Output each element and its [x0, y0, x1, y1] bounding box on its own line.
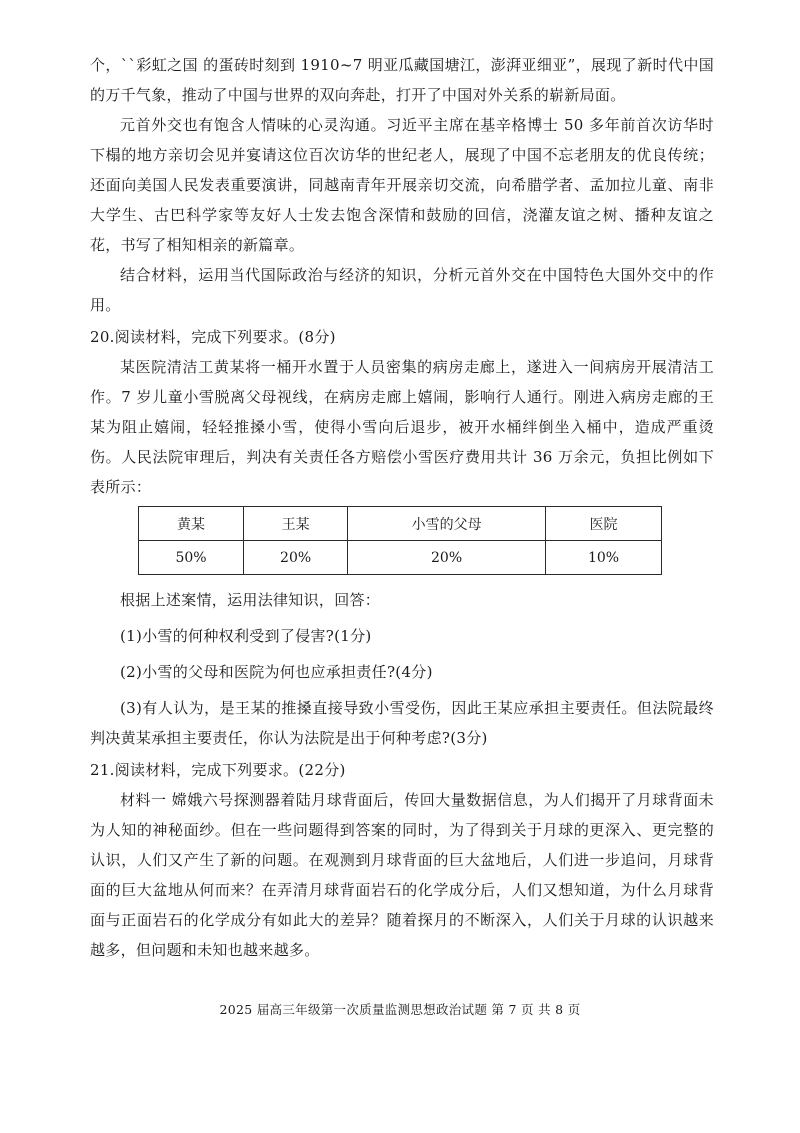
question-20-material: 某医院清洁工黄某将一桶开水置于人员密集的病房走廊上，遂进入一间病房开展清洁工作。7 岁儿童小雪脱离父母视线，在病房走廊上嬉闹，影响行人通行。刚进入病房走廊的王某为阻止嬉闹，轻轻推搡小雪，使得小雪向后退步，被开水桶绊倒坐入桶中，造成严重烫伤。人民法院审理后，判决有关责任各方赔偿小雪医疗费用共计 36 万余元，负担比例如下表所示：: [90, 358, 714, 496]
question-20-sub-3: (3)有人认为，是王某的推搡直接导致小雪受伤，因此王某应承担主要责任。但法院最终判决黄某承担主要责任，你认为法院是出于何种考虑?(3分): [90, 699, 714, 747]
question-20-sub-1: (1)小雪的何种权利受到了侵害?(1分): [120, 627, 372, 645]
table-cell: 50%: [139, 541, 244, 575]
table-header-cell: 医院: [546, 507, 662, 541]
liability-table: [138, 506, 662, 575]
table-cell: 20%: [244, 541, 348, 575]
question-21-material-1: 材料一 嫦娥六号探测器着陆月球背面后，传回大量数据信息，为人们揭开了月球背面未为人知的神秘面纱。但在一些问题得到答案的同时，为了得到关于月球的更深入、更完整的认识，人们又产生了新的问题。在观测到月球背面的巨大盆地后，人们进一步追问，月球背面的巨大盆地从何而来？在弄清月球背面岩石的化学成分后，人们又想知道，为什么月球背面与正面岩石的化学成分有如此大的差异？随着探月的不断深入，人们关于月球的认识越来越多，但问题和未知也越来越多。: [90, 791, 714, 959]
question-20-sub-2: (2)小雪的父母和医院为何也应承担责任?(4分): [120, 663, 433, 681]
table-header-cell: 小雪的父母: [348, 507, 546, 541]
paragraph-head-of-state-diplomacy: 元首外交也有饱含人情味的心灵沟通。习近平主席在基辛格博士 50 多年前首次访华时下榻的地方亲切会见并宴请这位百次访华的世纪老人，展现了中国不忘老朋友的优良传统；还面向美国人民发表重要演讲，同越南青年开展亲切交流，向希腊学者、孟加拉儿童、南非大学生、古巴科学家等友好人士发去饱含深情和鼓励的回信，浇灌友谊之树、播种友谊之花，书写了相知相亲的新篇章。: [90, 116, 714, 254]
question-21-header: 21.阅读材料，完成下列要求。(22分): [90, 761, 346, 779]
page-footer: 2025 届高三年级第一次质量监测思想政治试题 第 7 页 共 8 页: [219, 1002, 581, 1017]
question-20-prompt: 根据上述案情，运用法律知识，回答：: [120, 591, 381, 609]
question-20-header: 20.阅读材料，完成下列要求。(8分): [90, 328, 336, 346]
table-header-cell: 黄某: [139, 507, 244, 541]
liability-table-wrapper: [138, 506, 662, 575]
question-19-prompt: 结合材料，运用当代国际政治与经济的知识，分析元首外交在中国特色大国外交中的作用。: [90, 266, 714, 314]
table-row: [139, 541, 662, 575]
table-cell: 20%: [348, 541, 546, 575]
table-header-row: [139, 507, 662, 541]
paragraph-continuation: 个，``彩虹之国 的蛋砖时刻到 1910~7 明亚瓜藏国塘江，澎湃亚细亚”，展现了新时代中国的万千气象，推动了中国与世界的双向奔赴，打开了中国对外关系的崭新局面。: [90, 56, 714, 104]
table-header-cell: 王某: [244, 507, 348, 541]
table-cell: 10%: [546, 541, 662, 575]
